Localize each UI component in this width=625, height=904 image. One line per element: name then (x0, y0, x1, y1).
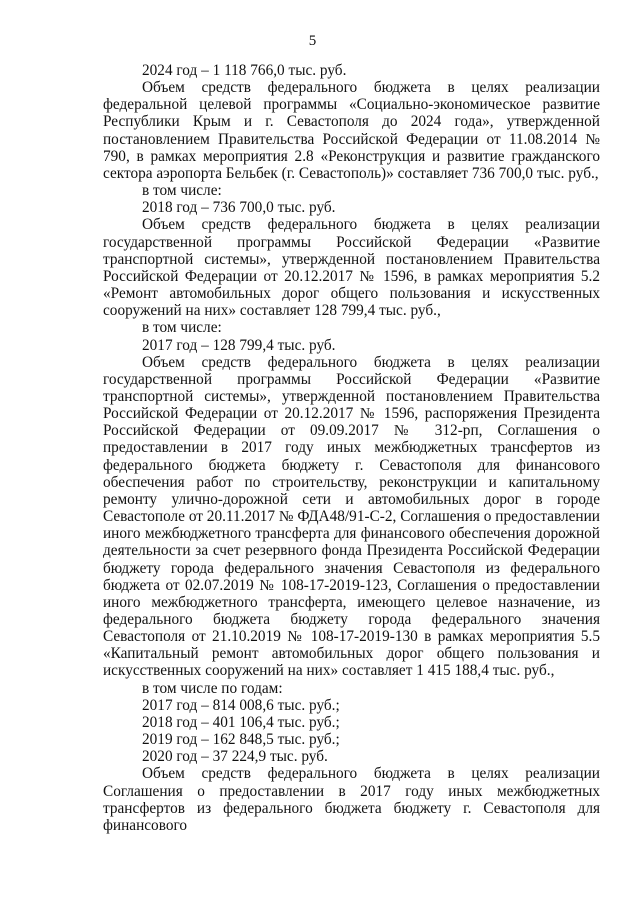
paragraph-road-repair: Объем средств федерального бюджета в целях реализации государственной программы Российской Федерации «Развитие транспортной системы», утвержденной постановлением Правительства Российской Федерации от 20.12.2017 № 1596, в рамках мероприятия 5.2 «Ремонт автомобильных дорог общего пользования и искусственных сооружений на них» составляет 128 799,4 тыс. руб., (103, 216, 600, 320)
including-label: в том числе: (142, 182, 222, 200)
year-line-2019: 2019 год – 162 848,5 тыс. руб.; (142, 731, 340, 749)
including-by-years-label: в том числе по годам: (142, 679, 283, 697)
year-line-2017: 2017 год – 128 799,4 тыс. руб. (142, 336, 336, 354)
page-number: 5 (308, 33, 317, 49)
year-line-2018: 2018 год – 736 700,0 тыс. руб. (142, 199, 336, 217)
including-label: в том числе: (142, 319, 222, 337)
paragraph-agreement-2017: Объем средств федерального бюджета в целях реализации Соглашения о предоставлении в 2017 году иных межбюджетных трансфертов из федерального бюджета бюджету г. Севастополя для финансового (103, 765, 600, 834)
year-line-2018: 2018 год – 401 106,4 тыс. руб.; (142, 713, 340, 731)
year-line-2024: 2024 год – 1 118 766,0 тыс. руб. (142, 62, 347, 79)
year-line-2020: 2020 год – 37 224,9 тыс. руб. (142, 748, 328, 766)
document-body (103, 62, 600, 834)
paragraph-belbek-airport: Объем средств федерального бюджета в целях реализации федеральной целевой программы «Социально-экономическое развитие Республики Крым и г. Севастополя до 2024 года», утвержденной постановлением Правительства Российской Федерации от 11.08.2014 № 790, в рамках мероприятия 2.8 «Реконструкция и развитие гражданского сектора аэропорта Бельбек (г. Севастополь)» составляет 736 700,0 тыс. руб., (103, 79, 600, 182)
year-line-2017: 2017 год – 814 008,6 тыс. руб.; (142, 696, 340, 714)
paragraph-capital-repair: Объем средств федерального бюджета в целях реализации государственной программы Российской Федерации «Развитие транспортной системы», утвержденной постановлением Правительства Российской Федерации от 20.12.2017 № 1596, распоряжения Президента Российской Федерации от 09.09.2017 № 312-рп, Соглашения о предоставлении в 2017 году иных межбюджетных трансфертов из федерального бюджета бюджету г. Севастополя для финансового обеспечения работ по строительству, реконструкции и капитальному ремонту улично-дорожной сети и автомобильных дорог в городе Севастополе от 20.11.2017 № ФДА48/91-С-2, Соглашения о предоставлении иного межбюджетного трансферта для финансового обеспечения дорожной деятельности за счет резервного фонда Президента Российской Федерации бюджету города федерального значения Севастополя из федерального бюджета от 02.07.2019 № 108-17-2019-123, Соглашения о предоставлении иного межбюджетного трансферта, имеющего целевое назначение, из федерального бюджета бюджету города федерального значения Севастополя от 21.10.2019 № 108-17-2019-130 в рамках мероприятия 5.5 «Капитальный ремонт автомобильных дорог общего пользования и искусственных сооружений на них» составляет 1 415 188,4 тыс. руб., (103, 353, 600, 680)
